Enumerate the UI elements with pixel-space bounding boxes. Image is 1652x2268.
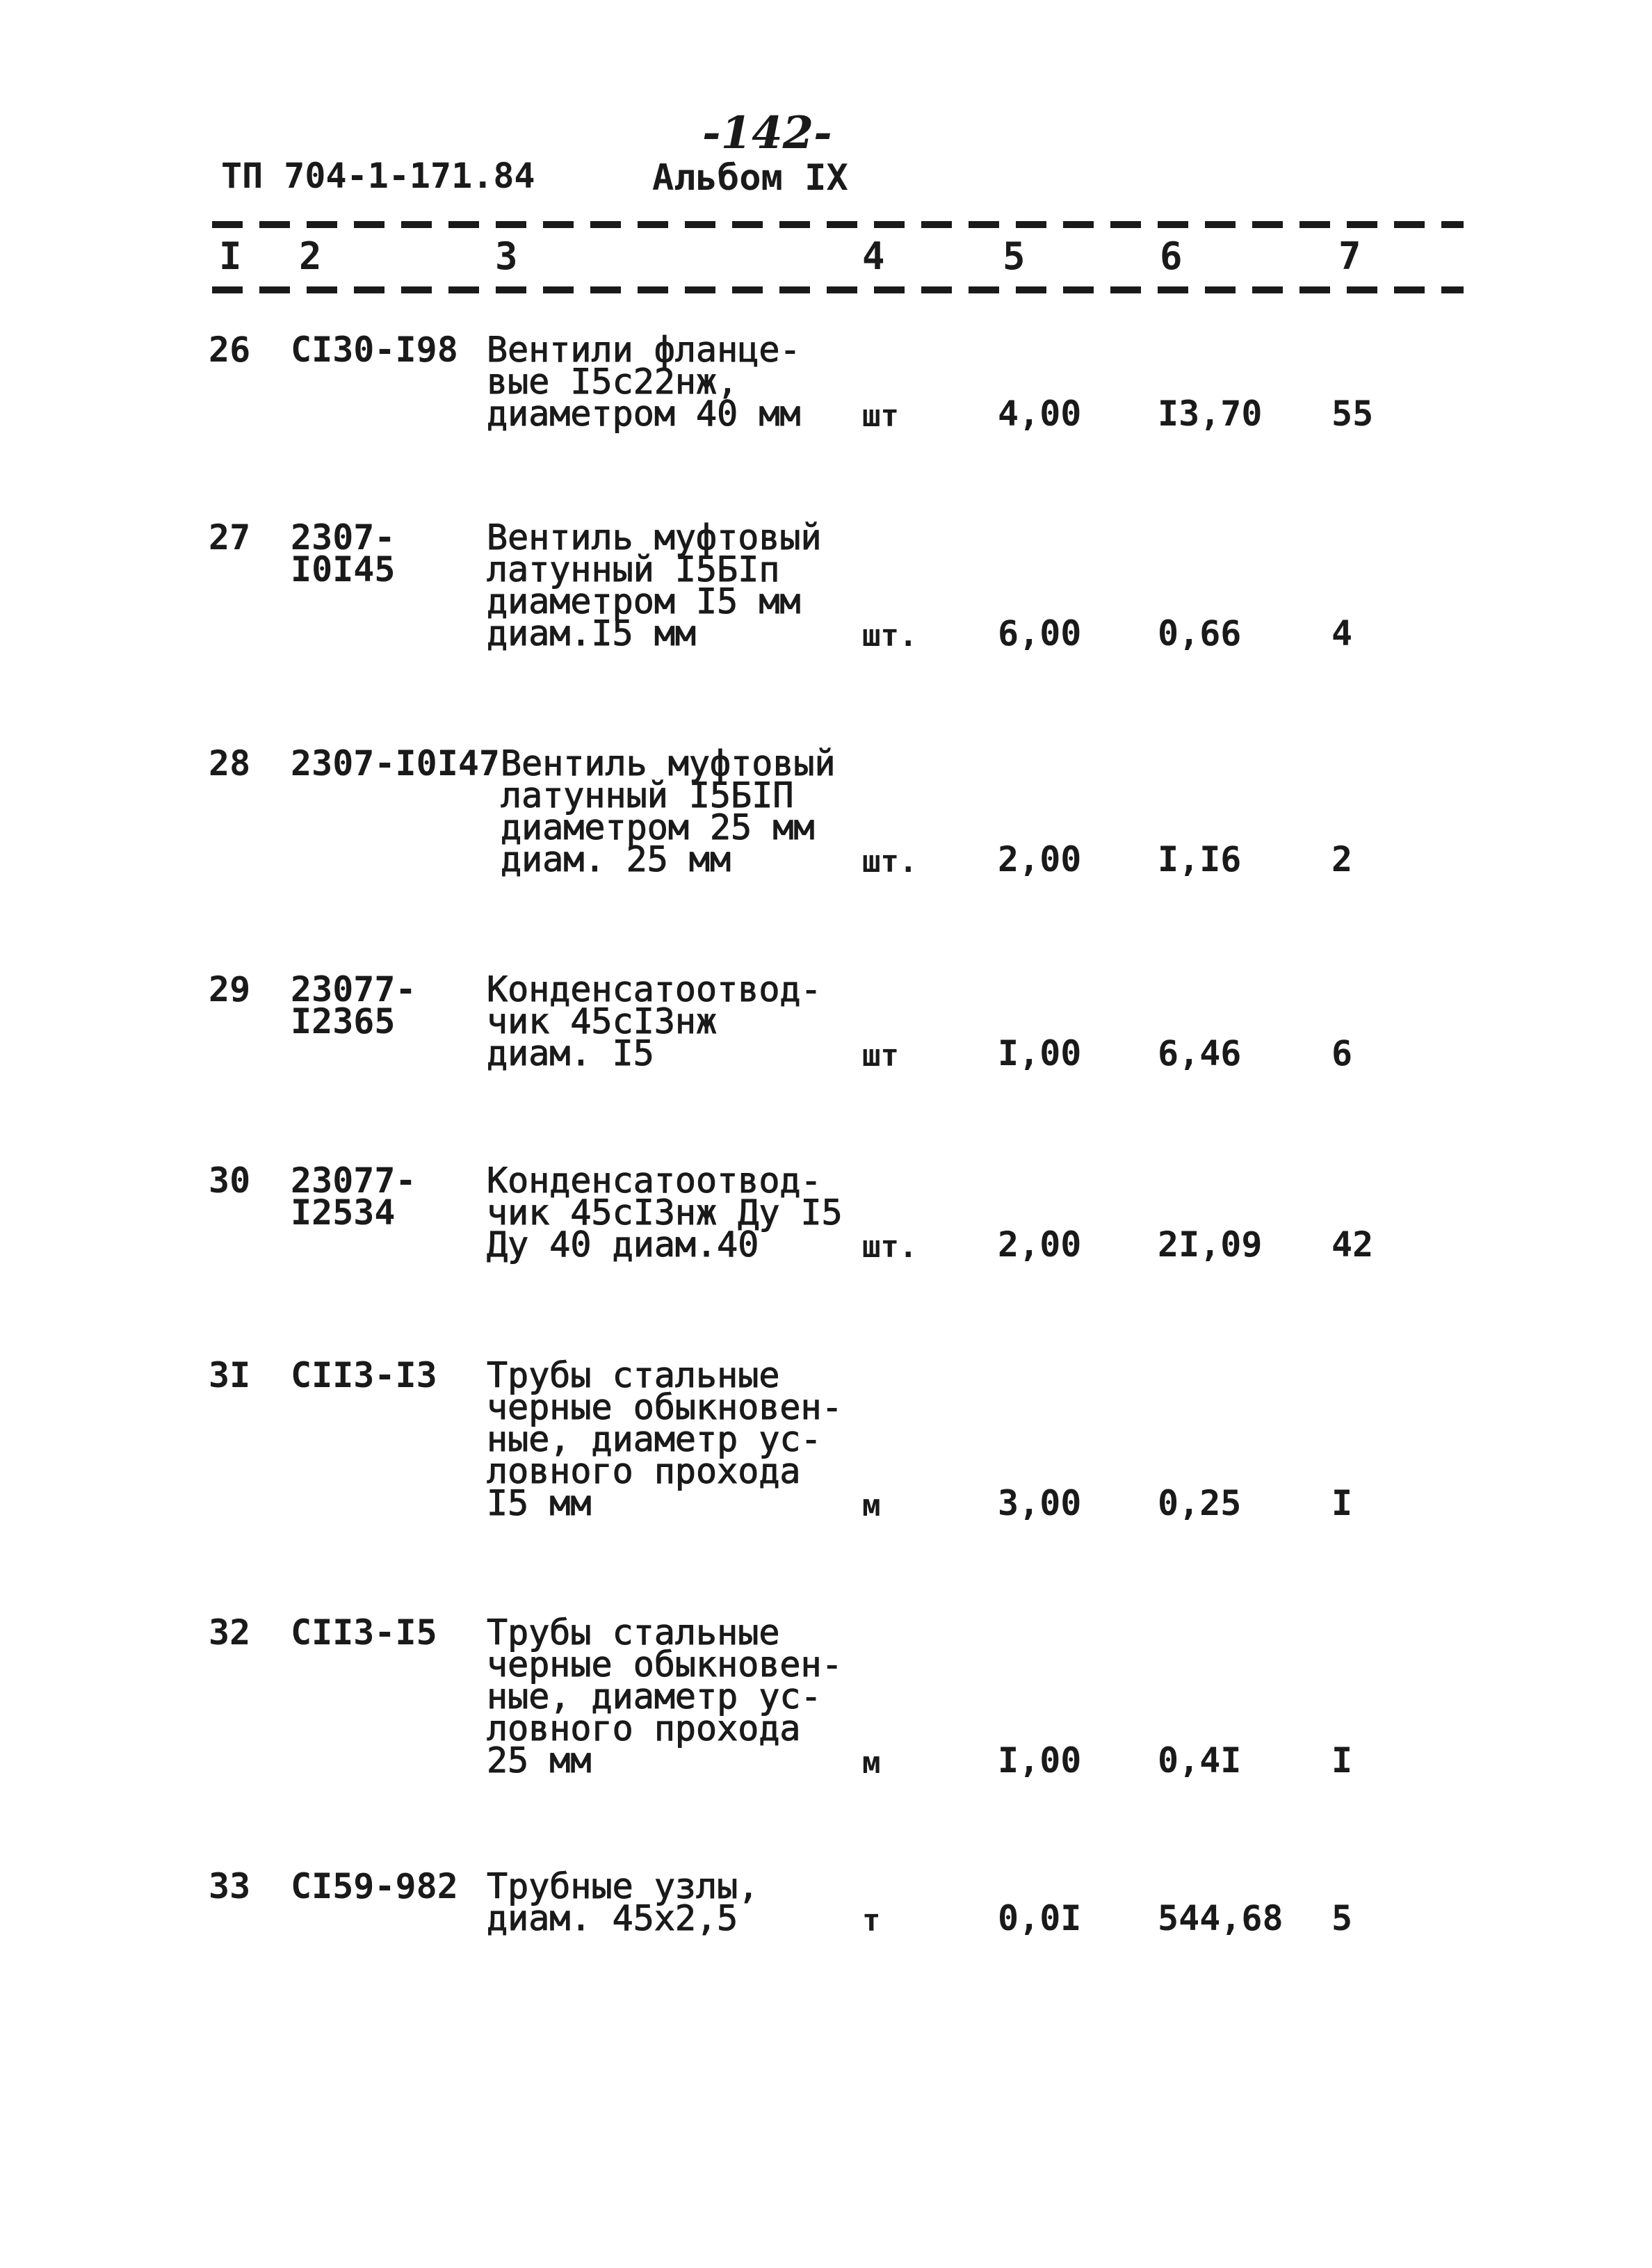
row-code: CI30-I98	[291, 330, 458, 370]
row-code: CII3-I3	[291, 1355, 437, 1395]
album-label: Альбом IX	[652, 157, 848, 199]
row-price: 6,46	[1158, 1033, 1242, 1074]
row-code: CI59-982	[291, 1866, 458, 1906]
row-quantity: 0,0I	[998, 1898, 1082, 1938]
row-quantity: 3,00	[998, 1483, 1082, 1523]
row-number: 32	[209, 1612, 251, 1653]
row-number: 29	[209, 969, 251, 1010]
row-unit: м	[862, 1745, 881, 1781]
row-price: 0,4I	[1158, 1740, 1242, 1781]
row-number: 3I	[209, 1355, 251, 1395]
col-header-6: 6	[1160, 234, 1183, 278]
row-price: I,I6	[1158, 839, 1242, 880]
row-price: I3,70	[1158, 394, 1263, 434]
col-header-2: 2	[299, 234, 322, 278]
row-number: 30	[209, 1160, 251, 1201]
handwritten-page-number: -142-	[702, 107, 832, 159]
row-price: 0,66	[1158, 613, 1242, 654]
col-header-3: 3	[495, 234, 518, 278]
row-quantity: 2,00	[998, 1224, 1082, 1265]
col-header-5: 5	[1003, 234, 1026, 278]
row-name: Трубы стальные черные обыкновен- ные, диаметр ус- ловного прохода I5 мм	[487, 1355, 843, 1523]
row-quantity: 6,00	[998, 613, 1082, 654]
row-name: Трубы стальные черные обыкновен- ные, диаметр ус- ловного прохода 25 мм	[487, 1612, 843, 1781]
row-unit: шт.	[862, 844, 918, 880]
row-unit: т	[862, 1903, 881, 1938]
row-total: 5	[1331, 1898, 1353, 1938]
row-unit: шт.	[862, 1229, 918, 1265]
row-name: Конденсатоотвод- чик 45сI3нж диам. I5	[487, 969, 822, 1074]
row-name: Вентиль муфтовый латунный I5БIП диаметром 25 мм диам. 25 мм	[501, 743, 836, 880]
row-quantity: 4,00	[998, 394, 1082, 434]
row-name: Вентили фланце- вые I5c22нж, диаметром 40 мм	[487, 330, 801, 434]
col-header-4: 4	[862, 234, 885, 278]
row-name: Трубные узлы, диам. 45х2,5	[487, 1866, 759, 1938]
row-code: 2307-I0I47	[291, 743, 501, 784]
row-total: 6	[1331, 1033, 1353, 1074]
row-number: 33	[209, 1866, 251, 1906]
row-name: Конденсатоотвод- чик 45сI3нж Ду I5 Ду 40 диам.40	[487, 1160, 843, 1265]
row-price: 544,68	[1158, 1898, 1283, 1938]
row-quantity: I,00	[998, 1740, 1082, 1781]
row-total: 55	[1331, 394, 1374, 434]
row-price: 2I,09	[1158, 1224, 1263, 1265]
col-header-1: I	[219, 234, 242, 278]
row-unit: шт	[862, 398, 899, 434]
row-code: 23077- I2365	[291, 969, 416, 1042]
row-number: 27	[209, 517, 251, 558]
row-total: I	[1331, 1483, 1353, 1523]
row-name: Вентиль муфтовый латунный I5БIп диаметром I5 мм диам.I5 мм	[487, 517, 822, 654]
row-total: 2	[1331, 839, 1353, 880]
col-header-7: 7	[1338, 234, 1361, 278]
row-quantity: I,00	[998, 1033, 1082, 1074]
row-code: 2307- I0I45	[291, 517, 396, 590]
row-number: 26	[209, 330, 251, 370]
row-unit: шт	[862, 1038, 899, 1074]
header-bottom-rule	[212, 286, 1464, 293]
document-code: ТП 704-1-171.84	[221, 156, 535, 196]
row-unit: м	[862, 1488, 881, 1523]
row-total: I	[1331, 1740, 1353, 1781]
row-price: 0,25	[1158, 1483, 1242, 1523]
row-number: 28	[209, 743, 251, 784]
row-total: 4	[1331, 613, 1353, 654]
row-total: 42	[1331, 1224, 1374, 1265]
row-unit: шт.	[862, 618, 918, 654]
row-code: 23077- I2534	[291, 1160, 416, 1233]
row-quantity: 2,00	[998, 839, 1082, 880]
row-code: CII3-I5	[291, 1612, 437, 1653]
header-top-rule	[212, 221, 1464, 228]
